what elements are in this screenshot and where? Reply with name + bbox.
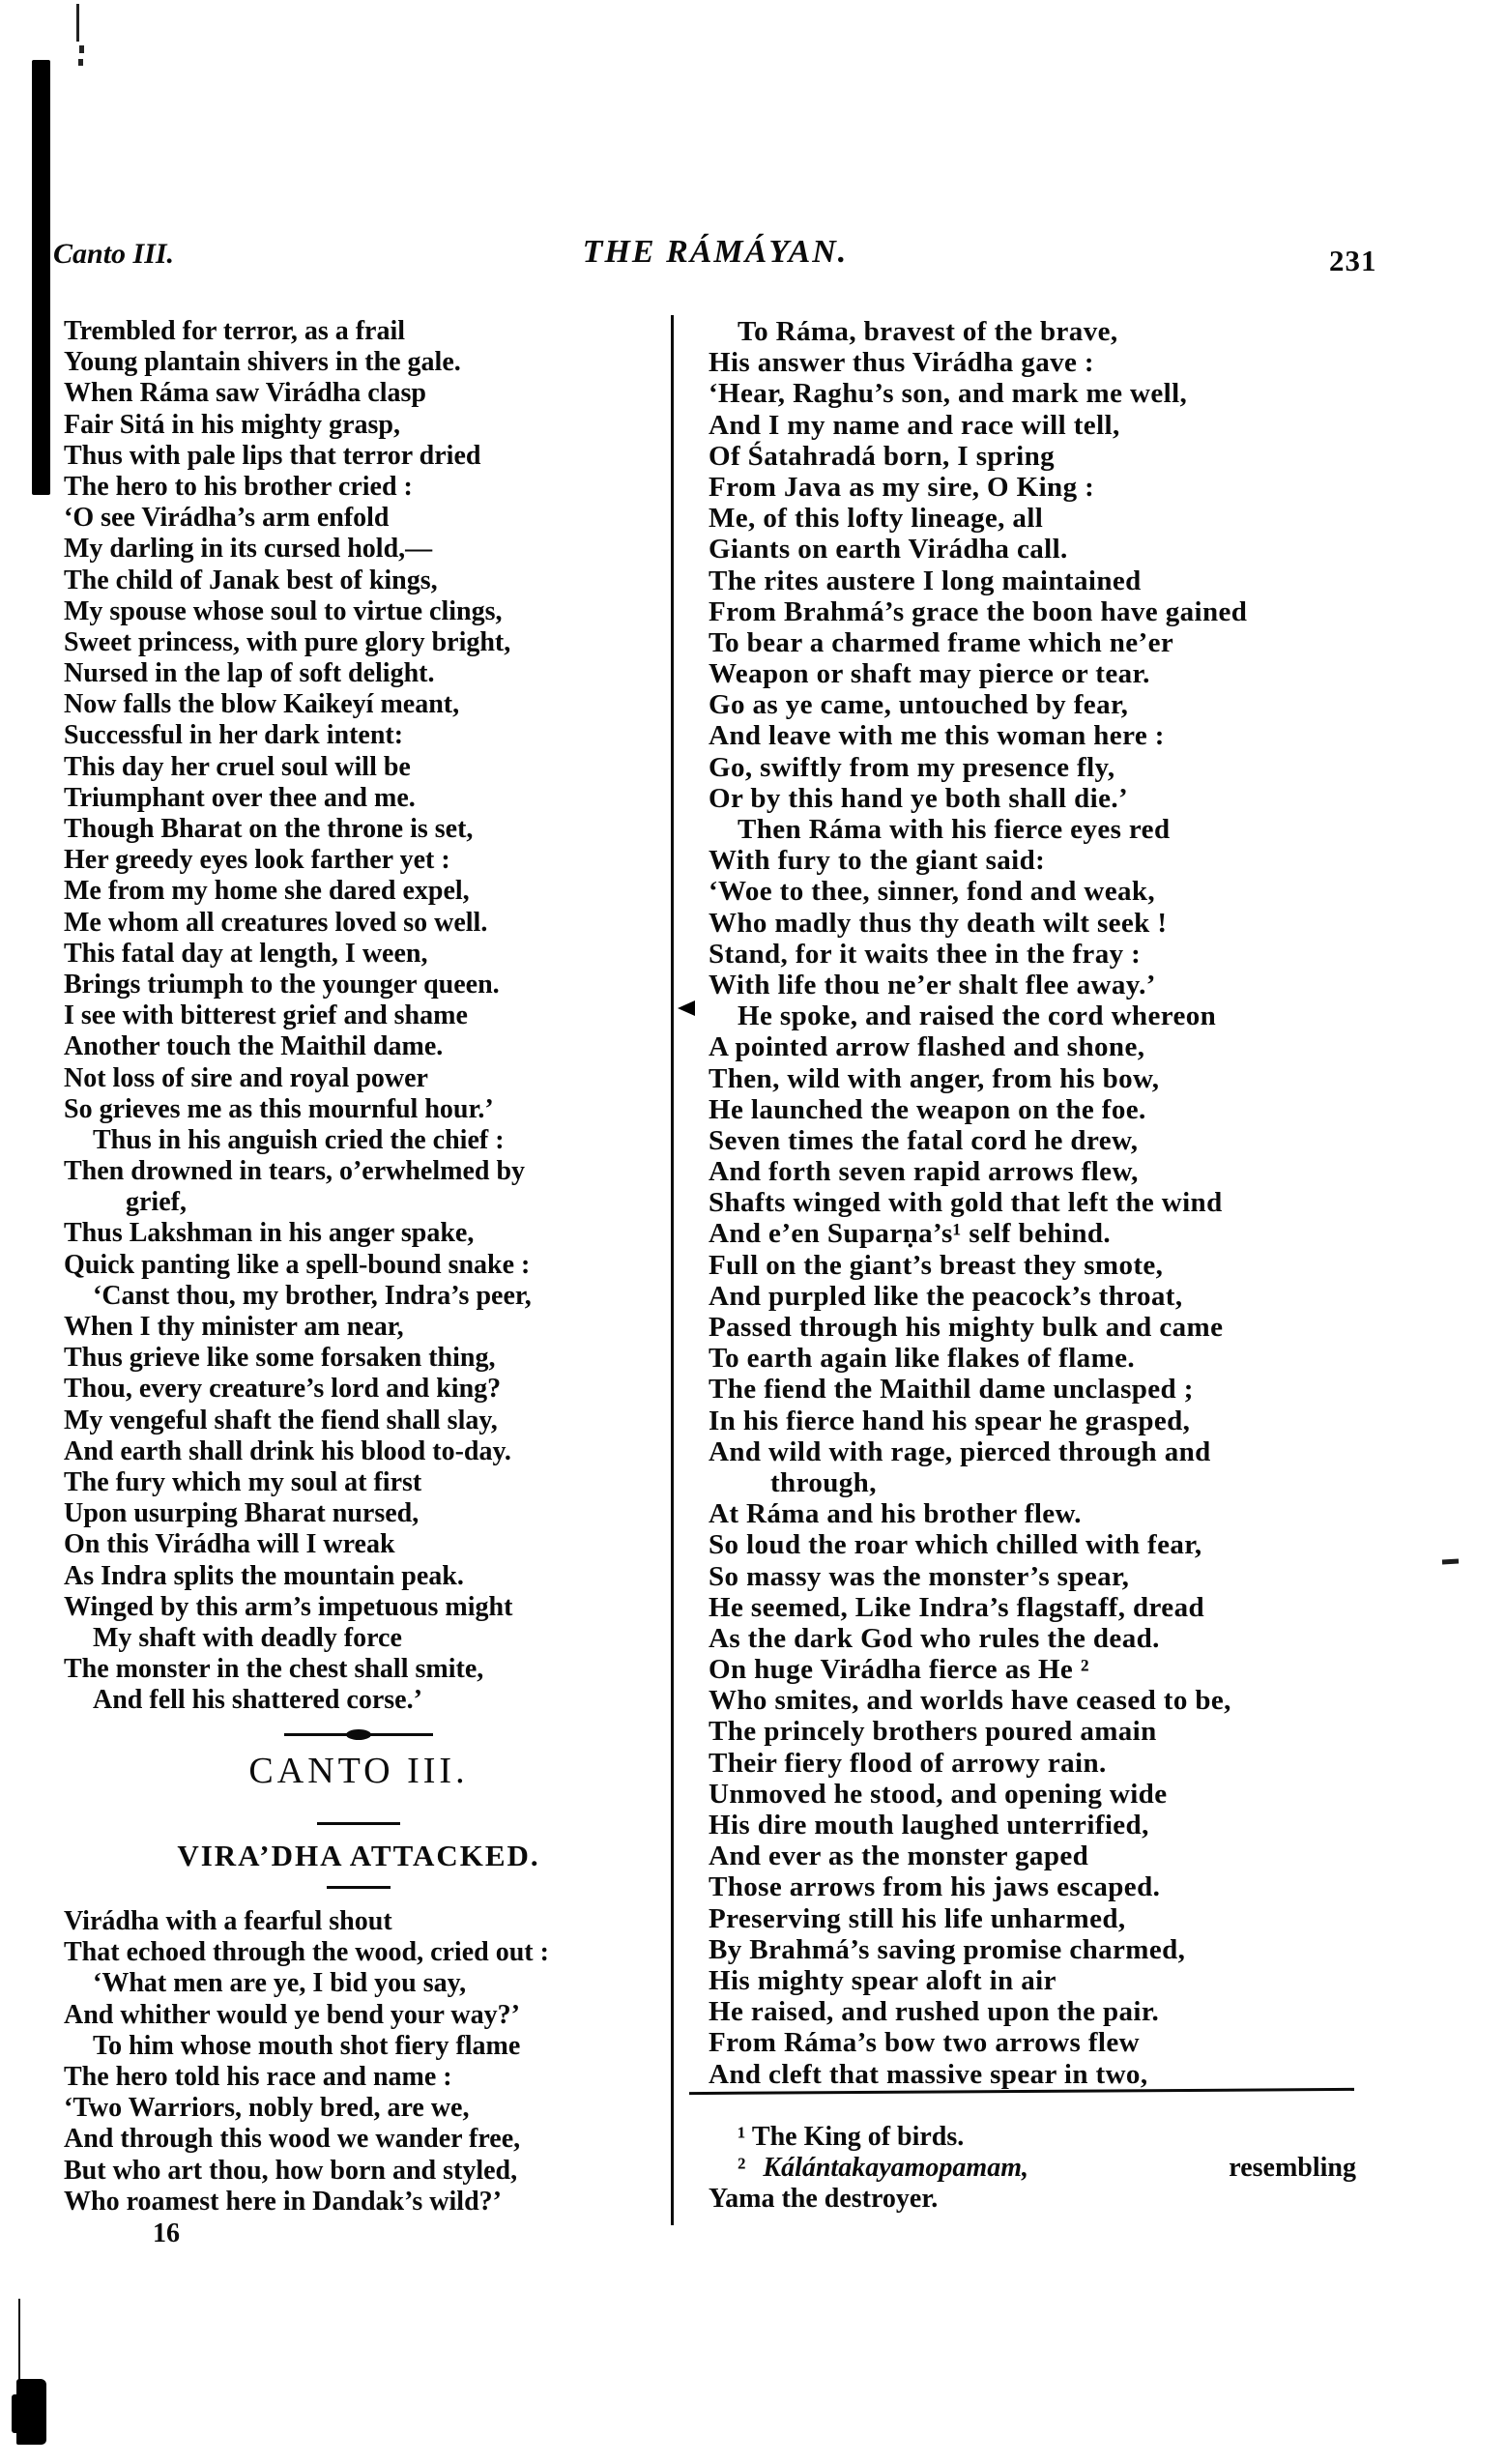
verse-line: ‘Hear, Raghu’s son, and mark me well, (709, 378, 1188, 410)
verse-line: Fair Sitá in his mighty grasp, (64, 409, 400, 440)
verse-line: Passed through his mighty bulk and came (709, 1312, 1224, 1343)
verse-line: So massy was the monster’s spear, (709, 1560, 1130, 1592)
canto-subtitle: VIRA’DHA ATTACKED. (177, 1839, 540, 1872)
verse-line: ‘Woe to thee, sinner, fond and weak, (709, 876, 1156, 908)
verse-line: Go, swiftly from my presence fly, (709, 751, 1115, 783)
left-edge-ink-blob (12, 2394, 20, 2433)
verse-line: ‘Two Warriors, nobly bred, are we, (64, 2093, 470, 2124)
footnote-2-continuation: Yama the destroyer. (709, 2184, 939, 2214)
margin-dash-mark (1442, 1559, 1459, 1565)
footnote-2-rest: resembling (1229, 2153, 1356, 2183)
verse-line: And cleft that massive spear in two, (709, 2058, 1148, 2090)
verse-line: He seemed, Like Indra’s flagstaff, dread (709, 1591, 1204, 1623)
verse-line: To Ráma, bravest of the brave, (738, 316, 1118, 347)
verse-line: Shafts winged with gold that left the wind (709, 1187, 1223, 1219)
verse-line: Weapon or shaft may pierce or tear. (709, 658, 1150, 690)
verse-line: Who smites, and worlds have ceased to be, (709, 1685, 1231, 1717)
verse-line: Who madly thus thy death wilt seek ! (709, 907, 1168, 939)
verse-line: Now falls the blow Kaikeyí meant, (64, 689, 460, 720)
verse-line: Stand, for it waits thee in the fray : (709, 938, 1142, 970)
verse-line: He raised, and rushed upon the pair. (709, 1996, 1160, 2028)
verse-line: Her greedy eyes look farther yet : (64, 845, 450, 876)
verse-line: Quick panting like a spell-bound snake : (64, 1249, 531, 1280)
verse-line: As the dark God who rules the dead. (709, 1622, 1160, 1654)
verse-line: The hero to his brother cried : (64, 471, 413, 502)
verse-line: To him whose mouth shot fiery flame (93, 2030, 521, 2061)
left-column (64, 316, 682, 2248)
verse-line: He launched the weapon on the foe. (709, 1093, 1146, 1125)
verse-line: As Indra splits the mountain peak. (64, 1560, 464, 1591)
verse-line: So loud the roar which chilled with fear, (709, 1529, 1202, 1561)
right-column (709, 316, 1366, 2214)
verse-line: Thus in his anguish cried the chief : (93, 1124, 505, 1155)
verse-line: And earth shall drink his blood to-day. (64, 1435, 511, 1466)
verse-line: ‘What men are ye, I bid you say, (93, 1968, 467, 1999)
verse-line: In his fierce hand his spear he grasped, (709, 1405, 1191, 1436)
verse-line: ‘O see Virádha’s arm enfold (64, 503, 390, 534)
verse-line: And forth seven rapid arrows flew, (709, 1156, 1139, 1188)
verse-line: On huge Virádha fierce as He ² (709, 1654, 1089, 1686)
verse-line: grief, (126, 1187, 187, 1218)
verse-line: Another touch the Maithil dame. (64, 1031, 444, 1062)
verse-line: With life thou ne’er shalt flee away.’ (709, 969, 1156, 1000)
footnote-1: ¹ The King of birds. (738, 2122, 965, 2152)
verse-line: And through this wood we wander free, (64, 2124, 521, 2155)
verse-line: And purpled like the peacock’s throat, (709, 1280, 1183, 1312)
verse-line: When Ráma saw Virádha clasp (64, 378, 426, 409)
verse-line: And wild with rage, pierced through and (709, 1435, 1211, 1467)
verse-line: The fiend the Maithil dame unclasped ; (709, 1374, 1194, 1406)
verse-line: I see with bitterest grief and shame (64, 1000, 468, 1031)
left-edge-ink-blob (16, 2379, 46, 2445)
pen-mark-dot (79, 45, 84, 53)
verse-line: And leave with me this woman here : (709, 720, 1165, 752)
verse-line: So grieves me as this mournful hour.’ (64, 1093, 494, 1124)
footnote-2-text (738, 2153, 1028, 2184)
header-page-number: 231 (1329, 244, 1377, 277)
verse-line: Preserving still his life unharmed, (709, 1902, 1126, 1934)
subtitle-rule (327, 1886, 391, 1889)
section-divider-rule (284, 1733, 433, 1736)
verse-line: With fury to the giant said: (709, 845, 1046, 877)
verse-line: ‘Canst thou, my brother, Indra’s peer, (93, 1280, 532, 1311)
verse-line: His answer thus Virádha gave : (709, 347, 1094, 379)
verse-line: This day her cruel soul will be (64, 751, 411, 782)
verse-line: Then drowned in tears, o’erwhelmed by (64, 1156, 526, 1187)
verse-line: He spoke, and raised the cord whereon (738, 1000, 1217, 1032)
pen-mark-dot (78, 59, 83, 66)
verse-line: The rites austere I long maintained (709, 565, 1142, 596)
printer-signature-mark: 16 (153, 2218, 180, 2248)
left-edge-ink-line (18, 2299, 20, 2382)
verse-line: Thus Lakshman in his anger spake, (64, 1218, 475, 1249)
verse-line: through, (770, 1466, 877, 1498)
verse-line: Thou, every creature’s lord and king? (64, 1374, 502, 1405)
verse-line: Of Śatahradá born, I spring (709, 440, 1056, 472)
rule-diamond-ornament (346, 1729, 371, 1740)
verse-line: The child of Janak best of kings, (64, 565, 438, 595)
verse-line: A pointed arrow flashed and shone, (709, 1031, 1145, 1063)
pen-mark-line (76, 4, 79, 42)
verse-line: My spouse whose soul to virtue clings, (64, 595, 503, 626)
verse-line: Unmoved he stood, and opening wide (709, 1778, 1168, 1810)
verse-line: Me from my home she dared expel, (64, 876, 470, 907)
verse-block-right (709, 316, 1366, 2090)
heading-rule (317, 1822, 400, 1825)
header-book-title: THE RÁMÁYAN. (582, 234, 849, 270)
verse-block-canto3-start (64, 1906, 549, 2218)
verse-line: And fell his shattered corse.’ (93, 1685, 422, 1716)
verse-line: Their fiery flood of arrowy rain. (709, 1747, 1107, 1779)
verse-line: When I thy minister am near, (64, 1312, 404, 1342)
verse-line: And I my name and race will tell, (709, 409, 1120, 441)
verse-line: But who art thou, how born and styled, (64, 2155, 518, 2186)
verse-line: Me, of this lofty lineage, all (709, 503, 1044, 535)
verse-line: His dire mouth laughed unterrified, (709, 1810, 1149, 1841)
verse-line: The princely brothers poured amain (709, 1716, 1157, 1748)
verse-line: From Brahmá’s grace the boon have gained (709, 595, 1248, 627)
verse-line: And ever as the monster gaped (709, 1841, 1089, 1872)
canto-heading: CANTO III. (248, 1751, 469, 1791)
left-edge-ink-bar (32, 60, 50, 495)
verse-line: Winged by this arm’s impetuous might (64, 1591, 513, 1622)
verse-line: And whither would ye bend your way?’ (64, 1999, 520, 2030)
verse-line: By Brahmá’s saving promise charmed, (709, 1933, 1186, 1965)
verse-line: Go as ye came, untouched by fear, (709, 689, 1129, 721)
verse-line: Giants on earth Virádha call. (709, 534, 1068, 565)
verse-line: My vengeful shaft the fiend shall slay, (64, 1405, 498, 1435)
verse-line: Then Ráma with his fierce eyes red (738, 814, 1171, 845)
verse-line: Successful in her dark intent: (64, 720, 404, 751)
verse-line: From Java as my sire, O King : (709, 471, 1095, 503)
header-canto: Canto III. (53, 238, 175, 270)
verse-line: On this Virádha will I wreak (64, 1529, 395, 1560)
verse-line: Trembled for terror, as a frail (64, 316, 406, 346)
verse-line: Or by this hand ye both shall die.’ (709, 782, 1129, 814)
verse-line: From Ráma’s bow two arrows flew (709, 2027, 1140, 2059)
verse-line: Seven times the fatal cord he drew, (709, 1124, 1139, 1156)
verse-line: And e’en Suparṇa’s¹ self behind. (709, 1218, 1112, 1250)
verse-line: The hero told his race and name : (64, 2061, 452, 2092)
verse-line: His mighty spear aloft in air (709, 1964, 1056, 1996)
verse-line: Though Bharat on the throne is set, (64, 814, 474, 844)
verse-line: My darling in its cursed hold,— (64, 534, 433, 565)
verse-line: Nursed in the lap of soft delight. (64, 658, 435, 689)
verse-line: Virádha with a fearful shout (64, 1906, 392, 1936)
verse-line: Brings triumph to the younger queen. (64, 969, 500, 1000)
footnote-2-term: Kálántakayamopamam, (763, 2153, 1028, 2183)
verse-line: Thus grieve like some forsaken thing, (64, 1343, 496, 1374)
verse-line: That echoed through the wood, cried out : (64, 1937, 549, 1968)
verse-line: At Ráma and his brother flew. (709, 1498, 1082, 1530)
footnote-2-marker: ² (738, 2153, 746, 2183)
verse-line: To earth again like flakes of flame. (709, 1343, 1136, 1375)
verse-block-canto2-end (64, 316, 682, 1716)
verse-line: My shaft with deadly force (93, 1622, 402, 1653)
verse-line: Who roamest here in Dandak’s wild?’ (64, 2186, 502, 2217)
verse-line: Thus with pale lips that terror dried (64, 440, 481, 471)
verse-line: This fatal day at length, I ween, (64, 938, 428, 969)
verse-line: Upon usurping Bharat nursed, (64, 1498, 420, 1529)
verse-line: Not loss of sire and royal power (64, 1062, 428, 1093)
verse-line: Me whom all creatures loved so well. (64, 907, 488, 938)
footnote-2 (738, 2153, 1356, 2184)
verse-line: Triumphant over thee and me. (64, 782, 416, 813)
verse-line: To bear a charmed frame which ne’er (709, 626, 1174, 658)
verse-line: Sweet princess, with pure glory bright, (64, 626, 511, 657)
verse-line: The monster in the chest shall smite, (64, 1654, 484, 1685)
verse-line: Then, wild with anger, from his bow, (709, 1062, 1160, 1094)
verse-line: Those arrows from his jaws escaped. (709, 1871, 1161, 1903)
verse-line: Young plantain shivers in the gale. (64, 347, 461, 378)
verse-line: Full on the giant’s breast they smote, (709, 1249, 1164, 1281)
verse-line: The fury which my soul at first (64, 1466, 422, 1497)
